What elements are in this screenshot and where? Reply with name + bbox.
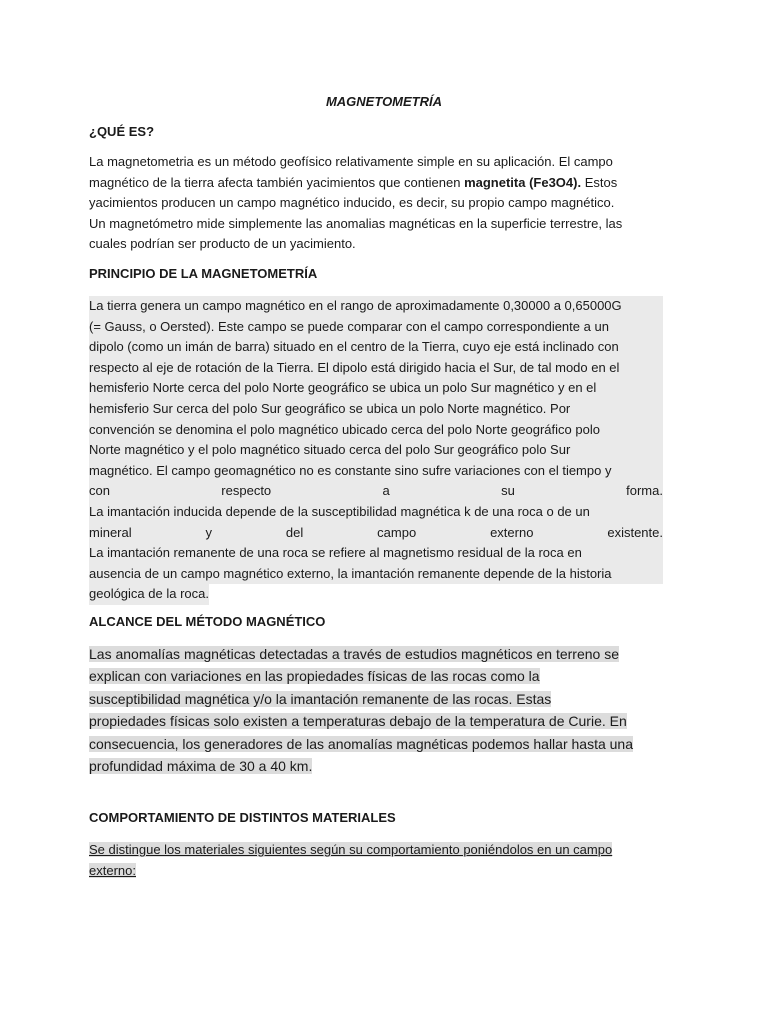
document-title: MAGNETOMETRÍA	[325, 94, 443, 109]
heading-comportamiento: COMPORTAMIENTO DE DISTINTOS MATERIALES	[89, 810, 396, 825]
underlined-text: Se distingue los materiales siguientes según su comportamiento poniéndolos en un campo	[89, 842, 613, 857]
paragraph-line: Un magnetómetro mide simplemente las anomalias magnéticas en la superficie terrestre, las	[89, 215, 623, 231]
paragraph-line: magnético. El campo geomagnético no es constante sino sufre variaciones con el tiempo y	[89, 461, 663, 482]
paragraph-principio	[89, 296, 663, 605]
highlighted-text: consecuencia, los generadores de las anomalías magnéticas podemos hallar hasta una	[89, 735, 634, 752]
paragraph-line: hemisferio Norte cerca del polo Norte geográfico se ubica un polo Sur magnético y en el	[89, 378, 663, 399]
word: su	[501, 483, 515, 499]
paragraph-comportamiento	[89, 840, 663, 881]
paragraph-line: yacimientos producen un campo magnético inducido, es decir, su propio campo magnético.	[89, 195, 615, 211]
paragraph-line: hemisferio Sur cerca del polo Sur geográfico se ubica un polo Norte magnético. Por	[89, 399, 663, 420]
paragraph-line: La imantación inducida depende de la susceptibilidad magnética k de una roca o de un	[89, 502, 663, 523]
highlighted-text: explican con variaciones en las propiedades físicas de las rocas como la	[89, 668, 540, 685]
highlighted-text: susceptibilidad magnética y/o la imantación remanente de las rocas. Estas	[89, 690, 552, 707]
text-run: magnético de la tierra afecta también yacimientos que contienen	[89, 174, 465, 190]
paragraph-line: dipolo (como un imán de barra) situado en el centro de la Tierra, cuyo eje está inclinado con	[89, 337, 663, 358]
paragraph-line	[89, 733, 663, 755]
paragraph-line: ausencia de un campo magnético externo, la imantación remanente depende de la historia	[89, 564, 663, 585]
paragraph-line	[89, 710, 663, 732]
paragraph-que-es	[89, 152, 663, 255]
paragraph-line	[89, 173, 663, 194]
paragraph-line: cuales podrían ser producto de un yacimiento.	[89, 236, 356, 252]
word: respecto	[221, 483, 272, 499]
highlighted-text: profundidad máxima de 30 a 40 km.	[89, 758, 313, 775]
paragraph-line-spread	[89, 523, 663, 544]
paragraph-line	[89, 755, 663, 777]
paragraph-line	[89, 688, 663, 710]
paragraph-line: La tierra genera un campo magnético en el rango de aproximadamente 0,30000 a 0,65000G	[89, 296, 663, 317]
word: y	[205, 524, 213, 540]
word: forma.	[626, 483, 663, 499]
paragraph-line: geológica de la roca.	[89, 584, 209, 605]
paragraph-line: Norte magnético y el polo magnético situado cerca del polo Sur geográfico polo Sur	[89, 440, 663, 461]
paragraph-line: (= Gauss, o Oersted). Este campo se puede comparar con el campo correspondiente a un	[89, 317, 663, 338]
paragraph-line-spread	[89, 481, 663, 502]
word: externo	[490, 524, 534, 540]
bold-magnetita: magnetita (Fe3O4).	[464, 174, 582, 190]
text-run: Estos	[581, 174, 618, 190]
word: a	[382, 483, 390, 499]
word: del	[285, 524, 304, 540]
paragraph-line: respecto al eje de rotación de la Tierra. El dipolo está dirigido hacia el Sur, de tal modo en el	[89, 358, 663, 379]
heading-principio: PRINCIPIO DE LA MAGNETOMETRÍA	[89, 266, 318, 281]
highlighted-text: Las anomalías magnéticas detectadas a través de estudios magnéticos en terreno se	[89, 646, 619, 662]
heading-alcance: ALCANCE DEL MÉTODO MAGNÉTICO	[89, 614, 326, 629]
paragraph-line	[89, 861, 663, 882]
highlighted-text: propiedades físicas solo existen a temperaturas debajo de la temperatura de Curie. En	[89, 713, 627, 730]
paragraph-line: convención se denomina el polo magnético ubicado cerca del polo Norte geográfico polo	[89, 420, 663, 441]
paragraph-line: La magnetometria es un método geofísico relativamente simple en su aplicación. El campo	[89, 154, 613, 169]
paragraph-line	[89, 665, 663, 687]
heading-que-es: ¿QUÉ ES?	[89, 124, 155, 139]
word: con	[89, 483, 110, 499]
paragraph-alcance	[89, 643, 663, 777]
word: campo	[377, 524, 417, 540]
word: mineral	[89, 524, 132, 540]
paragraph-line	[89, 643, 663, 665]
underlined-text: externo:	[89, 862, 136, 878]
word: existente.	[607, 524, 663, 540]
paragraph-line	[89, 840, 663, 861]
paragraph-line: La imantación remanente de una roca se refiere al magnetismo residual de la roca en	[89, 543, 663, 564]
